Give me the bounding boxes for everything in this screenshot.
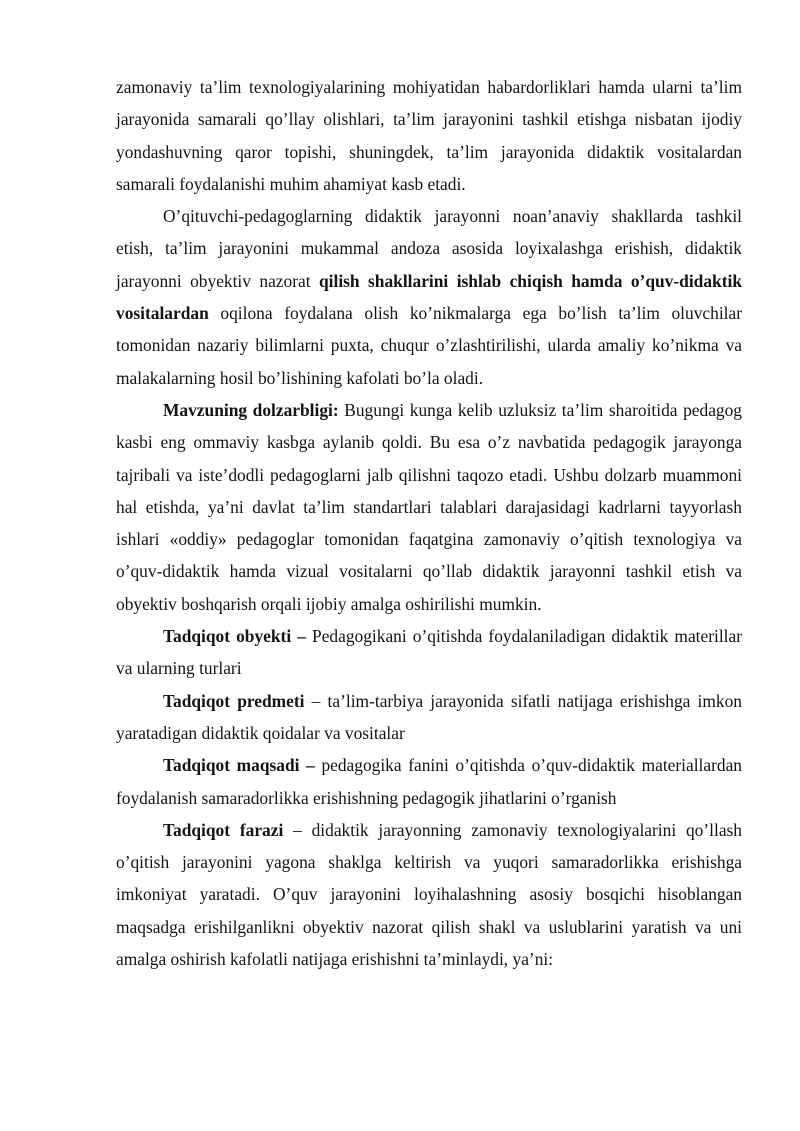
section-label-goal: Tadqiqot maqsadi – [163, 755, 315, 776]
paragraph-research-goal [116, 749, 742, 814]
section-label-relevance: Mavzuning dolzarbligi: [163, 399, 339, 420]
paragraph-text: Pedagogikani o’qitishda foydalaniladigan didaktik materillar va ularning turlari [116, 626, 743, 679]
paragraph-intro-continuation [116, 71, 742, 200]
paragraph-text: Bugungi kunga kelib uzluksiz ta’lim sharoitida pedagog kasbi eng ommaviy kasbga aylanib qoldi. Bu esa o’z navbatida pedagogik jarayonga tajribali va iste’dodli pedagoglarni jalb qilishni taqozo etadi. Ushbu dolzarb muammoni hal etishda, ya’ni davlat ta’lim standartlari talablari darajasidagi kadrlarni tayyorlash ishlari «oddiy» pedagoglar tomonidan faqatgina zamonaviy o’qitish texnologiya va o’quv-didaktik hamda vizual vositalarni qo’llab didaktik jarayonni tashkil etish va obyektiv boshqarish orqali ijobiy amalga oshirilishi mumkin. [116, 399, 742, 614]
section-label-object: Tadqiqot obyekti – [163, 626, 306, 647]
paragraph-text: zamonaviy ta’lim texnologiyalarining mohiyatidan habardorliklari hamda ularni ta’lim jarayonida samarali qo’llay olishlari, ta’lim jarayonini tashkil etishga nisbatan ijodiy yondashuvning qaror topishi, shuningdek, ta’lim jarayonida didaktik vositalardan samarali foydalanishi muhim ahamiyat kasb etadi. [116, 77, 742, 194]
paragraph-relevance [116, 394, 742, 620]
paragraph-text: – didaktik jarayonning zamonaviy texnologiyalarini qo’llash o’qitish jarayonini yagona shaklga keltirish va yuqori samaradorlikka erishishga imkoniyat yaratadi. O’quv jarayonini loyihalashning asosiy bosqichi hisoblangan maqsadga erishilganlikni obyektiv nazorat qilish shakl va uslublarini yaratish va uni amalga oshirish kafolatli natijaga erishishni ta’minlaydi, ya’ni: [116, 819, 742, 970]
document-page [116, 71, 742, 975]
paragraph-research-object [116, 620, 742, 685]
paragraph-text: pedagogika fanini o’qitishda o’quv-didaktik materiallardan foydalanish samaradorlikka erishishning pedagogik jihatlarini o’rganish [116, 755, 743, 808]
section-label-subject: Tadqiqot predmeti [163, 690, 305, 711]
bold-phrase: qilish shakllarini ishlab chiqish hamda o’quv-didaktik vositalardan [116, 270, 742, 324]
paragraph-text: oqilona foydalana olish ko’nikmalarga ega bo’lish ta’lim oluvchilar tomonidan nazariy bilimlarni puxta, chuqur o’zlashtirilishi, ularda amaliy ko’nikma va malakalarning hosil bo’lishining kafolati bo’la oladi. [116, 303, 742, 388]
section-label-hypothesis: Tadqiqot farazi [163, 819, 284, 840]
paragraph-text: O’qituvchi-pedagoglarning didaktik jarayonni noan’anaviy shakllarda tashkil etish, ta’lim jarayonini mukammal andoza asosida loyixalashga erishish, didaktik jarayonni obyektiv nazorat [116, 206, 742, 291]
paragraph-teacher-pedagogues [116, 200, 742, 394]
paragraph-research-subject [116, 685, 742, 750]
paragraph-text: – ta’lim-tarbiya jarayonida sifatli natijaga erishishga imkon yaratadigan didaktik qoidalar va vositalar [116, 690, 742, 743]
paragraph-research-hypothesis [116, 814, 742, 975]
